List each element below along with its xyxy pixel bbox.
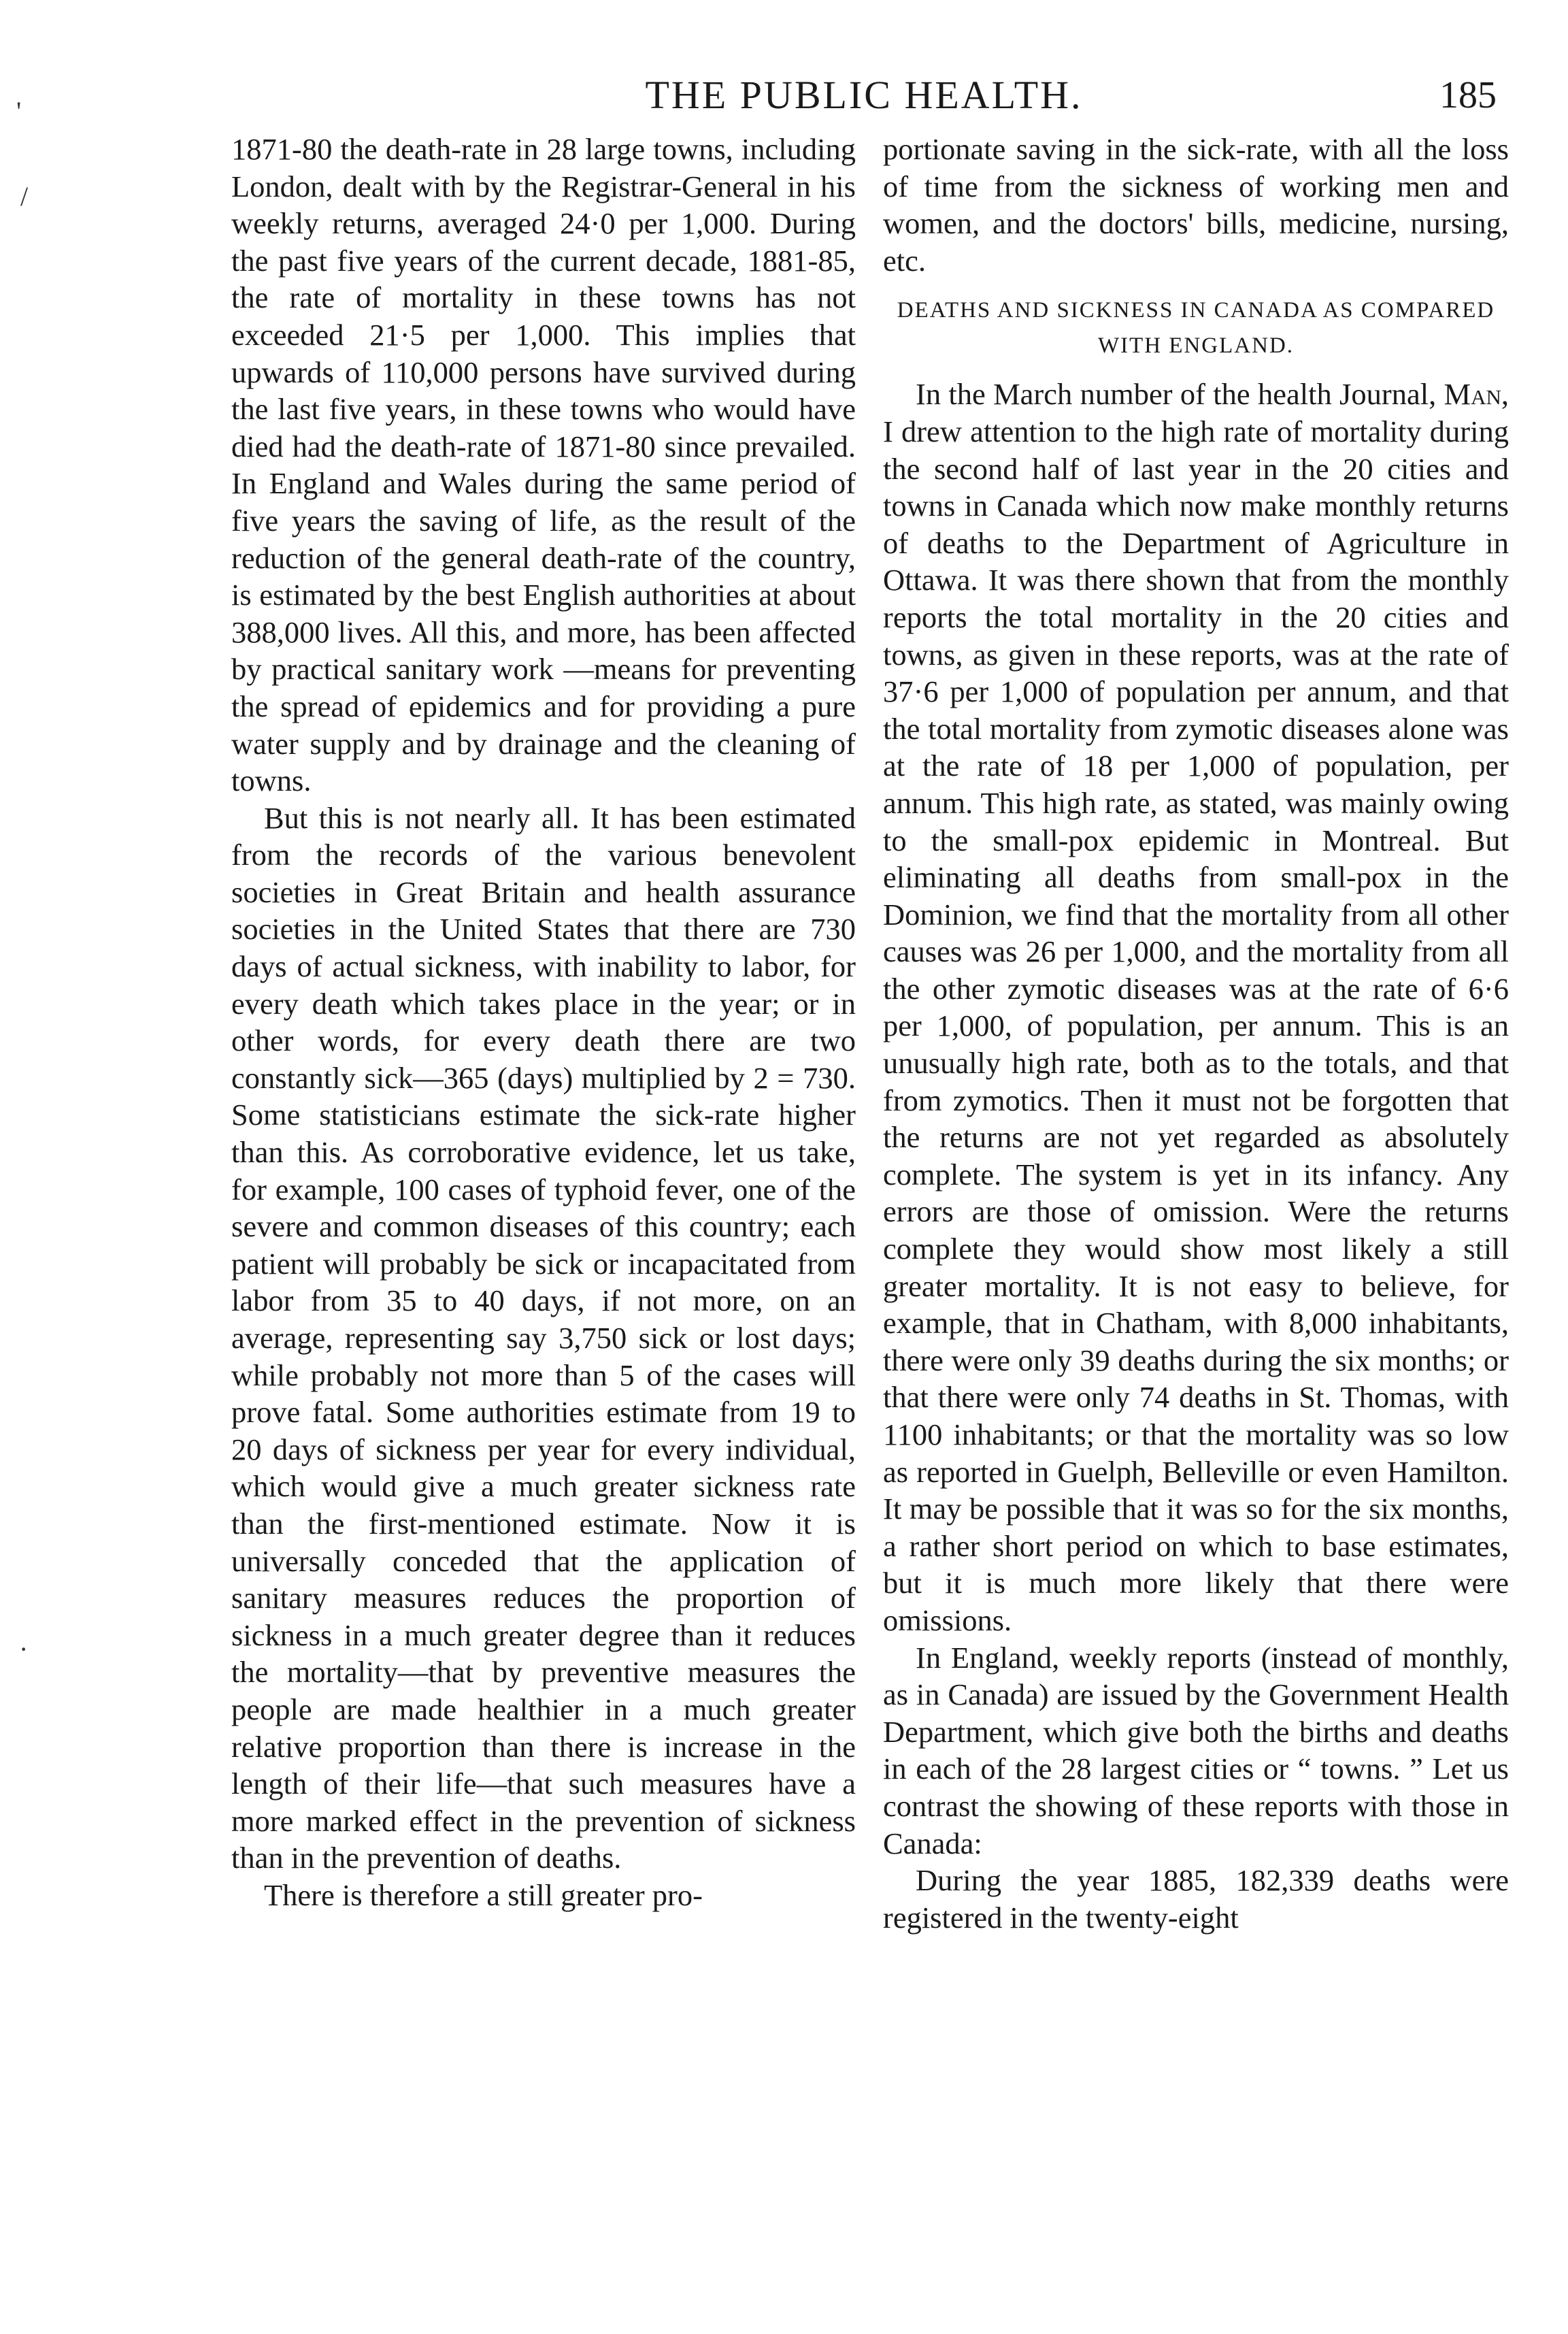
- margin-speck: ': [16, 96, 22, 127]
- journal-title: Man: [1444, 377, 1501, 412]
- margin-tick-mark: /: [20, 181, 29, 212]
- right-column: [883, 131, 1509, 1936]
- running-head: [231, 71, 1497, 126]
- body-paragraph: During the year 1885, 182,339 deaths were registered in the twenty-eight: [883, 1863, 1509, 1935]
- left-column: [231, 131, 856, 1914]
- body-paragraph-continued: portionate saving in the sick-rate, with all the loss of time from the sickness of working men and women, and the doctors' bills, medicine, nursing, etc.: [883, 132, 1509, 278]
- body-paragraph: There is therefore a still greater pro-: [264, 1877, 703, 1912]
- section-heading: DEATHS AND SICKNESS IN CANADA AS COMPARED WITH ENGLAND.: [897, 298, 1495, 359]
- running-title: THE PUBLIC HEALTH.: [645, 73, 1083, 117]
- body-paragraph: [883, 376, 1509, 1639]
- page-number: 185: [1439, 74, 1497, 116]
- margin-speck: ·: [19, 1634, 29, 1664]
- paragraph-text: In the March number of the health Journal,: [916, 377, 1444, 412]
- body-paragraph: 1871-80 the death-rate in 28 large towns, including London, dealt with by the Registrar-General in his weekly returns, averaged 24·0 per 1,000. During the past five years of the current decade, 1881-85, the rate of mortality in these towns has not exceeded 21·5 per 1,000. This implies that upwards of 110,000 persons have survived during the last five years, in these towns who would have died had the death-rate of 1871-80 since prevailed. In England and Wales during the same period of five years the saving of life, as the result of the reduction of the general death-rate of the country, is estimated by the best English authorities at about 388,000 lives. All this, and more, has been affected by practical sanitary work —means for preventing the spread of epidemics and for providing a pure water supply and by drainage and the cleaning of towns.: [231, 132, 856, 798]
- body-paragraph: But this is not nearly all. It has been estimated from the records of the various benevolent societies in Great Britain and health assurance societies in the United States that there are 730 days of actual sickness, with inability to labor, for every death which takes place in the year; or in other words, for every death there are two constantly sick—365 (days) multiplied by 2 = 730. Some statisticians estimate the sick-rate higher than this. As corroborative evidence, let us take, for example, 100 cases of typhoid fever, one of the severe and common diseases of this country; each patient will probably be sick or incapacitated from labor from 35 to 40 days, if not more, on an average, representing say 3,750 sick or lost days; while probably not more than 5 of the cases will prove fatal. Some authorities estimate from 19 to 20 days of sickness per year for every individual, which would give a much greater sickness rate than the first-mentioned estimate. Now it is universally conceded that the application of sanitary measures reduces the proportion of sickness in a much greater degree than it reduces the mortality—that by preventive measures the people are made healthier in a much greater relative proportion than there is increase in the length of their life—that such measures have a more marked effect in the prevention of sickness than in the prevention of deaths.: [231, 800, 856, 1875]
- body-paragraph: In England, weekly reports (instead of monthly, as in Canada) are issued by the Government Health Department, which give both the births and deaths in each of the 28 largest cities or “ towns. ” Let us contrast the showing of these reports with those in Canada:: [883, 1640, 1509, 1860]
- paragraph-text: , I drew attention to the high rate of mortality during the second half of last year in the 20 cities and towns in Canada which now make monthly returns of deaths to the Department of Agriculture in Ottawa. It was there shown that from the monthly reports the total mortality in the 20 cities and towns, as given in these reports, was at the rate of 37·6 per 1,000 of population per annum, and that the total mortality from zymotic diseases alone was at the rate of 18 per 1,000 of population, per annum. This high rate, as stated, was mainly owing to the small-pox epidemic in Montreal. But eliminating all deaths from small-pox in the Dominion, we find that the mortality from all other causes was 26 per 1,000, and the mortality from all the other zymotic diseases was at the rate of 6·6 per 1,000, of population, per annum. This is an unusually high rate, both as to the totals, and that from zymotics. Then it must not be forgotten that the returns are not yet regarded as absolutely complete. The system is yet in its infancy. Any errors are those of omission. Were the returns complete they would show most likely a still greater mortality. It is not easy to believe, for example, that in Chatham, with 8,000 inhabitants, there were only 39 deaths during the six months; or that there were only 74 deaths in St. Thomas, with 1100 inhabitants; or that the mortality was so low as reported in Guelph, Belleville or even Hamilton. It may be possible that it was so for the six months, a rather short period on which to base estimates, but it is much more likely that there were omissions.: [883, 377, 1509, 1637]
